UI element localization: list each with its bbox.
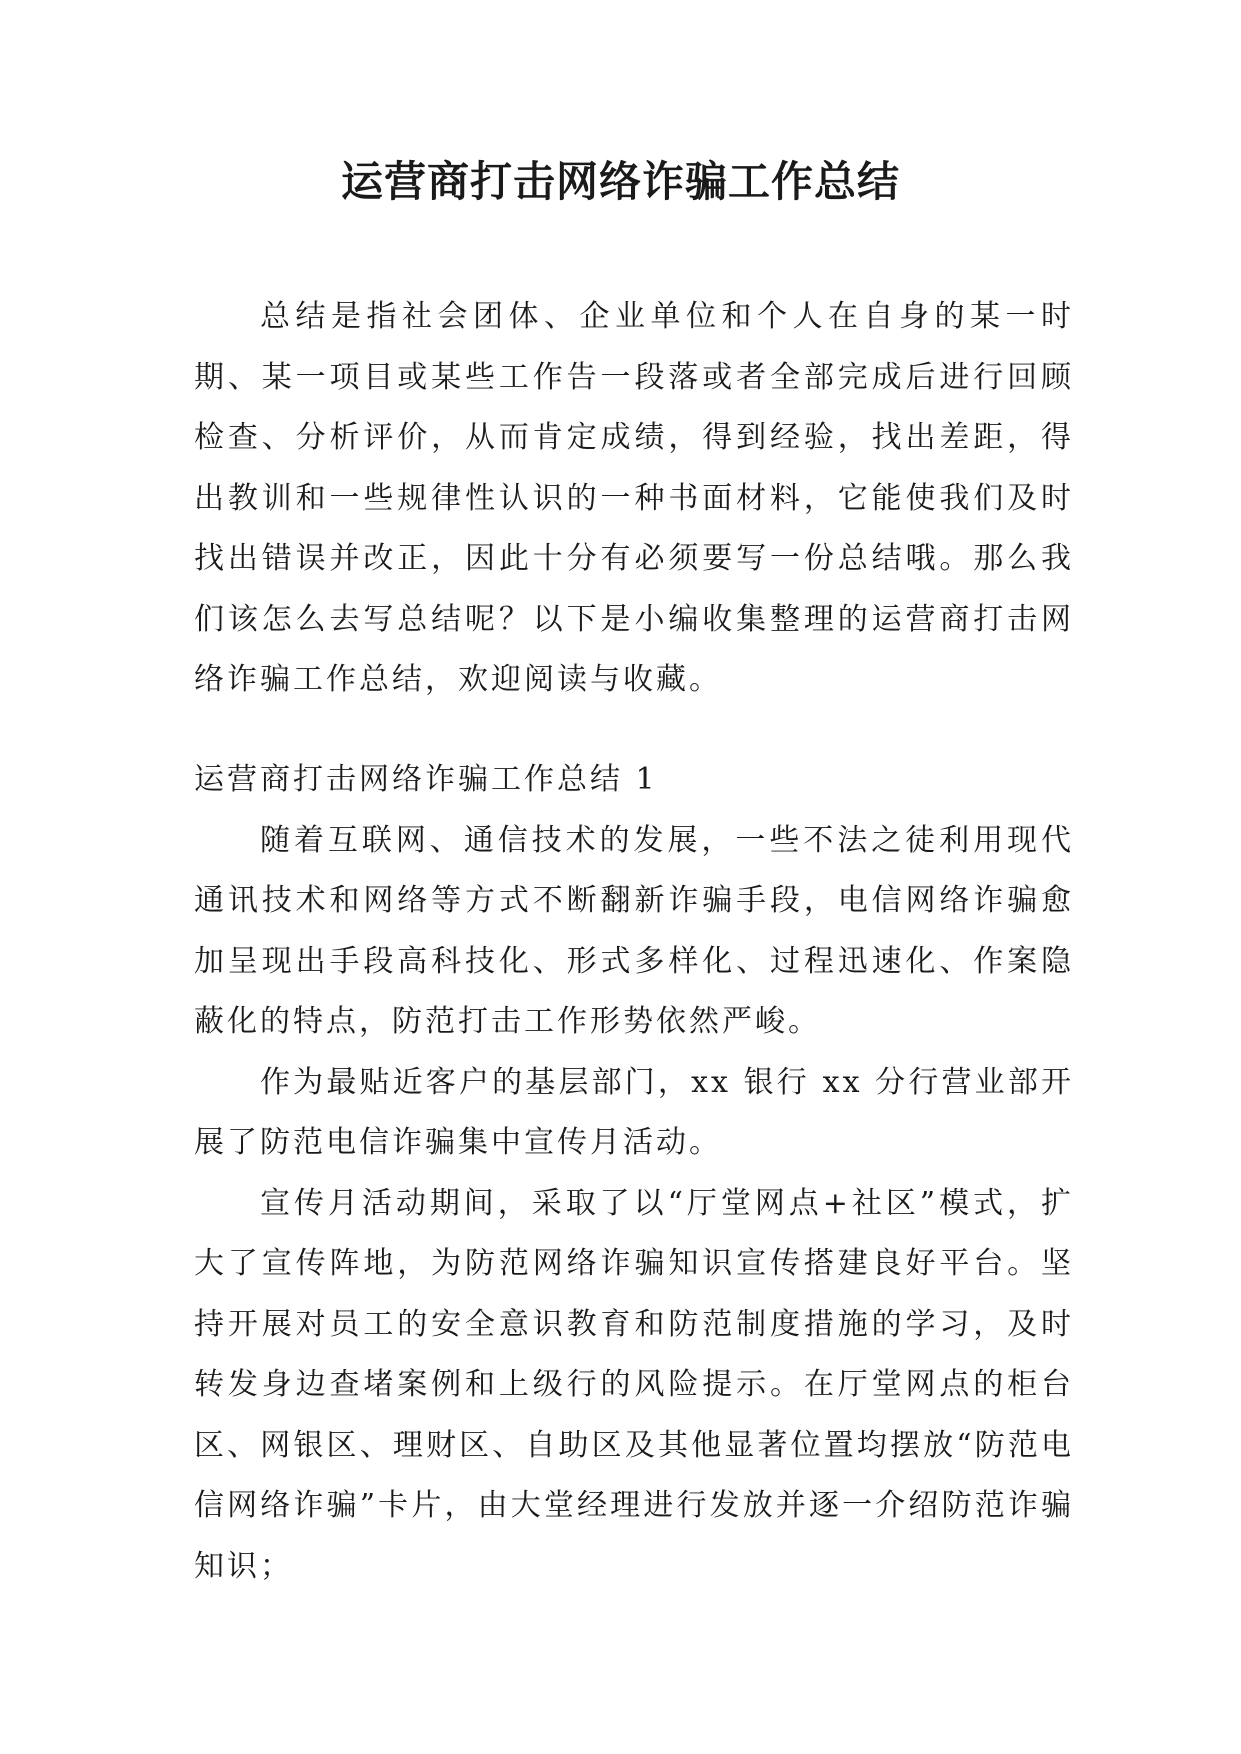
document-title: 运营商打击网络诈骗工作总结	[340, 157, 900, 206]
intro-block	[194, 287, 1074, 711]
section-block	[194, 750, 1074, 1597]
body-paragraph-1: 随着互联网、通信技术的发展，一些不法之徒利用现代通讯技术和网络等方式不断翻新诈骗手段，电信网络诈骗愈加呈现出手段高科技化、形式多样化、过程迅速化、作案隐蔽化的特点，防范打击工作形势依然严峻。	[194, 822, 1074, 1039]
section-title: 运营商打击网络诈骗工作总结 1	[194, 762, 658, 797]
body-paragraph-2: 作为最贴近客户的基层部门，xx 银行 xx 分行营业部开展了防范电信诈骗集中宣传月活动。	[194, 1064, 1074, 1160]
body-paragraph-3: 宣传月活动期间，采取了以“厅堂网点+社区”模式，扩大了宣传阵地，为防范网络诈骗知识宣传搭建良好平台。坚持开展对员工的安全意识教育和防范制度措施的学习，及时转发身边查堵案例和上级行的风险提示。在厅堂网点的柜台区、网银区、理财区、自助区及其他显著位置均摆放“防范电信网络诈骗”卡片，由大堂经理进行发放并逐一介绍防范诈骗知识；	[194, 1185, 1074, 1584]
intro-paragraph: 总结是指社会团体、企业单位和个人在自身的某一时期、某一项目或某些工作告一段落或者全部完成后进行回顾检查、分析评价，从而肯定成绩，得到经验，找出差距，得出教训和一些规律性认识的一种书面材料，它能使我们及时找出错误并改正，因此十分有必须要写一份总结哦。那么我们该怎么去写总结呢？以下是小编收集整理的运营商打击网络诈骗工作总结，欢迎阅读与收藏。	[194, 299, 1074, 697]
